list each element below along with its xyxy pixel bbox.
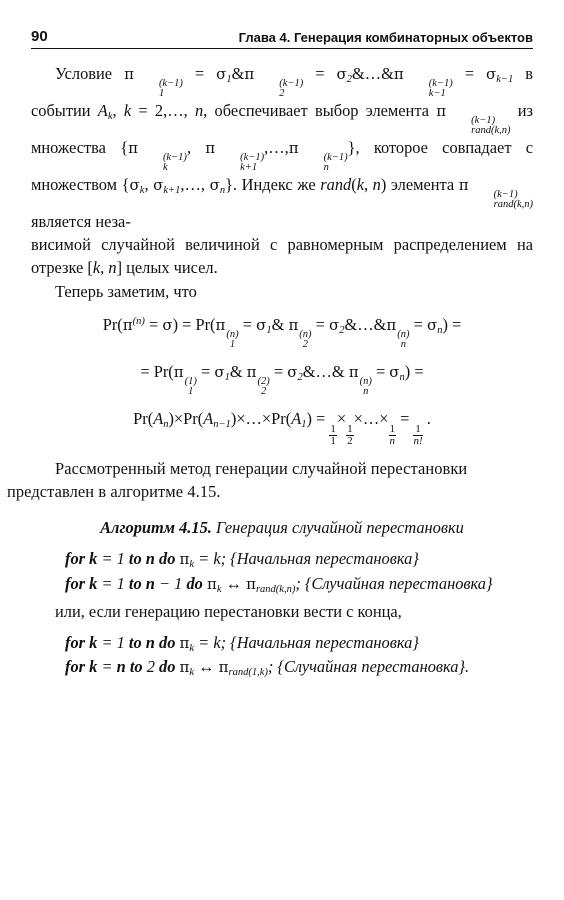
algorithm-code-2 (65, 631, 533, 679)
header-rule (31, 48, 533, 49)
equation-2: = Pr(π (1) 1 = $\sigma_1\&$ π (2) 2 = $\sigma_2\&\dots\&$ π (n) n = $\sigma_n$) = (140, 361, 424, 397)
equation-1: $Pr(\pi^{(n)} = \sigma) = Pr(\pi$ (n) 1 = $\sigma_1\&$ π (n) 2 = $\sigma_2\&\dots\&\pi$ (n) n = $\sigma_n$) = (102, 314, 462, 350)
equation-3: $Pr(A_n)\times Pr(A_{n-1})\times\dots\times Pr(A_1)$ = $\frac{1}{1}$ × $\frac{1}{2}$ ×…× $\frac{1}{n}$ = $\frac{1}{n!}$ . (133, 408, 431, 447)
running-head: Глава 4. Генерация комбинаторных объектов (238, 30, 533, 45)
code-line-initial: for k = 1 to n do $\pi_k = k$; {Начальная перестановка} (65, 549, 419, 571)
page-number: 90 (31, 28, 48, 45)
code-line-random: for k = 1 to n − 1 do $\pi_k$ ↔ $\pi_{rand(k,n)}$; {Случайная перестановка} (65, 573, 493, 595)
algorithm-code-1 (65, 547, 533, 595)
paragraph-condition: Условие π (k−1) 1 = $\sigma_1\&\pi$ (k−1) 2 = $\sigma_2\&\dots\&\pi$ (k−1) k−1 = $\sigma_{k-1}$ в событии $A_k$, k = 2,…, n, обеспечивает выбор элемента π (k−1) rand(k,n) из множества {π (k−1) k , π (k−1) k+1 ,…,π (k−1) n }, которое совпадает с множеством {$\sigma_k$, $\sigma_{k+1},\dots$, $\sigma_n$}. Индекс же rand(k, n) элемента π (k−1) rand(k,n) является неза- висимой случайной величиной с равномерным распределением на отрезке [k, n] целых чисел. (31, 64, 533, 278)
page-header (31, 26, 533, 48)
paragraph-or: или, если генерацию перестановки вести с конца, (55, 601, 402, 621)
body-text (7, 62, 533, 679)
paragraph-now-note: Теперь заметим, что (55, 281, 197, 301)
code-line-random-2: for k = n to 2 do $\pi_k$ ↔ $\pi_{rand(1,k)}$; {Случайная перестановка}. (65, 657, 470, 679)
code-line-initial-2: for k = 1 to n do $\pi_k = k$; {Начальная перестановка} (65, 633, 419, 655)
algorithm-title: Алгоритм 4.15. Генерация случайной перестановки (100, 518, 464, 538)
paragraph-method: Рассмотренный метод генерации случайной перестановки представлен в алгоритме 4.15. (7, 458, 468, 502)
